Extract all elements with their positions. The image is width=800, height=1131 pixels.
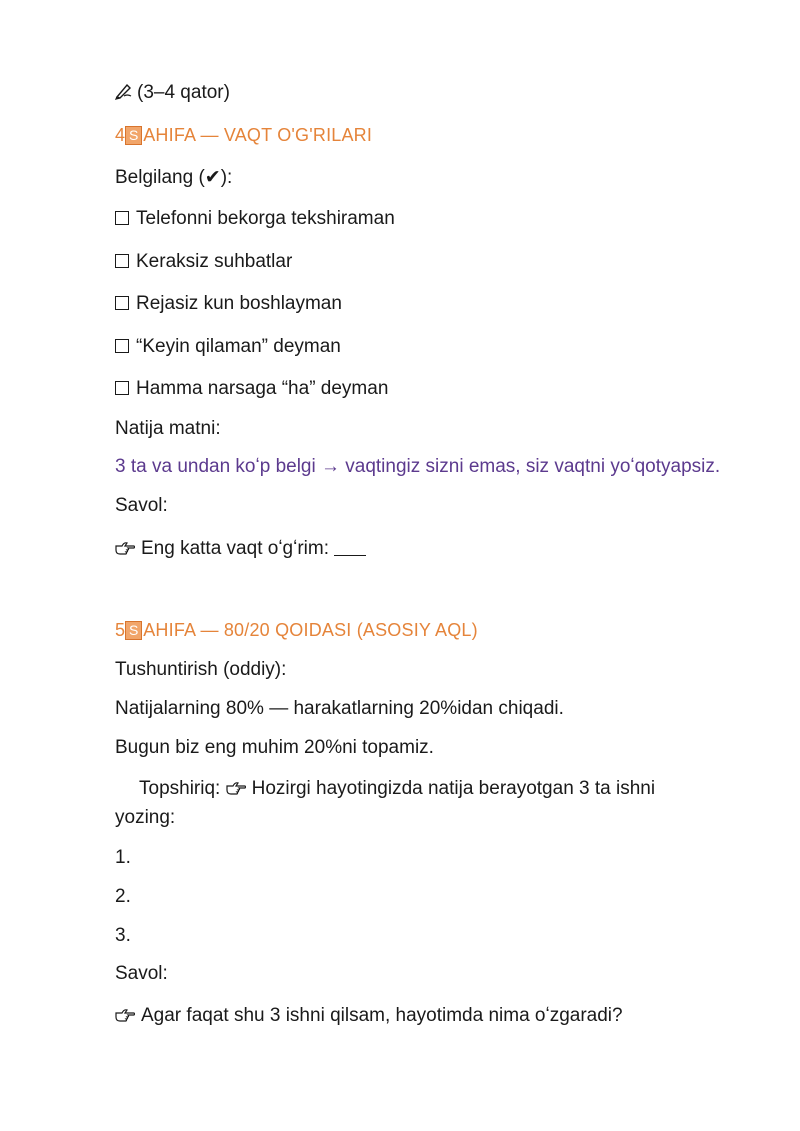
checklist-item-label: Telefonni bekorga tekshiraman <box>136 208 395 229</box>
checklist-item-label: “Keyin qilaman” deyman <box>136 336 341 357</box>
checklist-item[interactable] <box>115 377 755 401</box>
pointing-hand-icon <box>226 780 246 796</box>
question-label-1: Savol: <box>115 495 168 516</box>
checklist-item-label: Rejasiz kun boshlayman <box>136 293 342 314</box>
answer-number-1: 1. <box>115 847 131 868</box>
empty-checkbox-icon[interactable] <box>115 339 129 353</box>
heading-5-number: 5 <box>115 620 126 640</box>
question-2-text: Agar faqat shu 3 ishni qilsam, hayotimda nima oʻzgaradi? <box>141 1005 623 1026</box>
checklist-item[interactable] <box>115 292 755 316</box>
checklist-item[interactable] <box>115 207 755 231</box>
heading-5-boxed-letter: S <box>125 621 142 640</box>
checklist-item-label: Hamma narsaga “ha” deyman <box>136 378 389 399</box>
empty-checkbox-icon[interactable] <box>115 381 129 395</box>
heading-4-title: AHIFA — VAQT O'G'RILARI <box>143 125 373 145</box>
answer-blank[interactable] <box>334 539 366 556</box>
rows-note-line <box>115 81 755 105</box>
task-text-continued: yozing: <box>115 807 176 828</box>
section-heading-4 <box>115 123 755 147</box>
empty-checkbox-icon[interactable] <box>115 296 129 310</box>
question-2-line <box>115 1004 755 1028</box>
heading-4-number: 4 <box>115 125 126 145</box>
heading-5-title: AHIFA — 80/20 QOIDASI (ASOSIY AQL) <box>143 620 478 640</box>
question-label-2: Savol: <box>115 963 168 984</box>
checklist-item[interactable] <box>115 335 755 359</box>
pointing-hand-icon <box>115 1007 135 1023</box>
task-label: Topshiriq: <box>139 778 221 799</box>
heading-4-boxed-letter: S <box>125 126 142 145</box>
explain-line-1: Natijalarning 80% — harakatlarning 20%idan chiqadi. <box>115 698 564 719</box>
task-line <box>139 777 779 801</box>
empty-checkbox-icon[interactable] <box>115 254 129 268</box>
task-text: Hozirgi hayotingizda natija berayotgan 3 ta ishni <box>251 778 656 799</box>
mark-instruction: Belgilang (✔): <box>115 167 233 188</box>
result-text: 3 ta va undan koʻp belgi → vaqtingiz sizni emas, siz vaqtni yoʻqotyapsiz. <box>115 456 721 477</box>
explain-line-2: Bugun biz eng muhim 20%ni topamiz. <box>115 737 434 758</box>
result-label: Natija matni: <box>115 418 221 439</box>
question-1-text: Eng katta vaqt oʻgʻrim: <box>141 538 329 559</box>
rows-note-text: (3–4 qator) <box>137 82 230 103</box>
section-heading-5 <box>115 618 755 642</box>
writing-hand-icon <box>115 82 133 100</box>
explain-label: Tushuntirish (oddiy): <box>115 659 287 680</box>
answer-number-3: 3. <box>115 925 131 946</box>
answer-number-2: 2. <box>115 886 131 907</box>
question-1-line <box>115 537 755 561</box>
checklist-item[interactable] <box>115 250 755 274</box>
empty-checkbox-icon[interactable] <box>115 211 129 225</box>
checklist-item-label: Keraksiz suhbatlar <box>136 251 293 272</box>
pointing-hand-icon <box>115 540 135 556</box>
